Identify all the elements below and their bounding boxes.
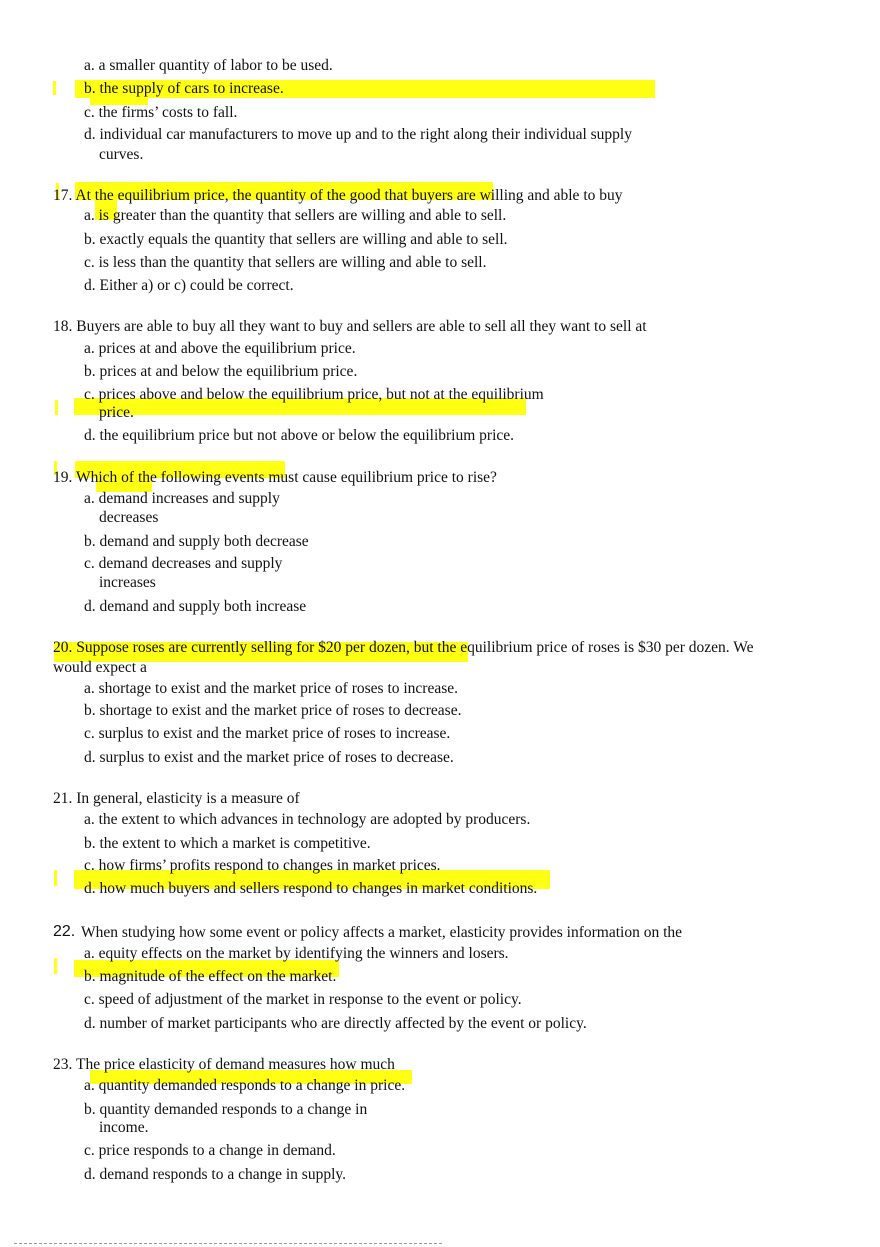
q16-option-d-line1: d. individual car manufacturers to move up and to the right along their individual supply: [84, 126, 632, 143]
margin-mark-q21: [54, 870, 57, 886]
q17-option-c: c. is less than the quantity that sellers are willing and able to sell.: [84, 254, 487, 271]
q19-option-d: d. demand and supply both increase: [84, 598, 307, 615]
q20-option-d: d. surplus to exist and the market price of roses to decrease.: [84, 749, 454, 766]
q16-option-c: c. the firms’ costs to fall.: [84, 104, 238, 121]
q20-option-a: a. shortage to exist and the market price of roses to increase.: [84, 680, 459, 697]
q19-option-a-line2: decreases: [99, 509, 159, 526]
margin-mark-q22: [54, 958, 57, 974]
q19-stem: 19. Which of the following events must cause equilibrium price to rise?: [53, 469, 497, 486]
q17-option-b: b. exactly equals the quantity that sellers are willing and able to sell.: [84, 231, 508, 248]
q21-option-b: b. the extent to which a market is competitive.: [84, 835, 371, 852]
q18-option-a: a. prices at and above the equilibrium price.: [84, 340, 356, 357]
q23-option-a: a. quantity demanded responds to a change in price.: [84, 1077, 406, 1094]
q19-option-b: b. demand and supply both decrease: [84, 533, 309, 550]
q23-option-c: c. price responds to a change in demand.: [84, 1142, 336, 1159]
q22-number: 22.: [53, 923, 76, 940]
q19-option-c-line1: c. demand decreases and supply: [84, 555, 283, 572]
q17-stem: 17. At the equilibrium price, the quantity of the good that buyers are willing and able to buy: [53, 187, 623, 204]
q23-option-b-line2: income.: [99, 1119, 149, 1136]
q20-stem-line2: would expect a: [53, 659, 147, 676]
q21-option-a: a. the extent to which advances in technology are adopted by producers.: [84, 811, 531, 828]
q22-option-b: b. magnitude of the effect on the market.: [84, 968, 337, 985]
q22-option-a: a. equity effects on the market by identifying the winners and losers.: [84, 945, 509, 962]
q18-option-c-line2: price.: [99, 404, 134, 421]
q21-stem: 21. In general, elasticity is a measure of: [53, 790, 300, 807]
q22-stem: When studying how some event or policy affects a market, elasticity provides information on the: [81, 924, 683, 941]
q20-option-c: c. surplus to exist and the market price of roses to increase.: [84, 725, 451, 742]
q16-option-b: b. the supply of cars to increase.: [84, 80, 284, 97]
q19-option-a-line1: a. demand increases and supply: [84, 490, 280, 507]
q18-option-c-line1: c. prices above and below the equilibrium price, but not at the equilibrium: [84, 386, 544, 403]
q22-option-d: d. number of market participants who are directly affected by the event or policy.: [84, 1015, 587, 1032]
q17-option-a: a. is greater than the quantity that sellers are willing and able to sell.: [84, 207, 507, 224]
q21-option-d: d. how much buyers and sellers respond to changes in market conditions.: [84, 880, 538, 897]
q23-option-b-line1: b. quantity demanded responds to a change in: [84, 1101, 368, 1118]
q19-option-c-line2: increases: [99, 574, 156, 591]
q20-stem-line1: 20. Suppose roses are currently selling for $20 per dozen, but the equilibrium price of roses is $30 per dozen. We: [53, 639, 754, 656]
margin-mark-q18: [55, 400, 58, 415]
q18-stem: 18. Buyers are able to buy all they want to buy and sellers are able to sell all they want to sell at: [53, 318, 647, 335]
margin-mark-q16: [53, 81, 56, 95]
q16-option-a: a. a smaller quantity of labor to be used.: [84, 57, 333, 74]
footer-divider: [14, 1243, 442, 1244]
q22-option-c: c. speed of adjustment of the market in response to the event or policy.: [84, 991, 522, 1008]
q23-option-d: d. demand responds to a change in supply.: [84, 1166, 347, 1183]
q18-option-b: b. prices at and below the equilibrium price.: [84, 363, 358, 380]
q18-option-d: d. the equilibrium price but not above or below the equilibrium price.: [84, 427, 515, 444]
q20-option-b: b. shortage to exist and the market price of roses to decrease.: [84, 702, 462, 719]
q21-option-c: c. how firms’ profits respond to changes in market prices.: [84, 857, 441, 874]
q16-option-d-line2: curves.: [99, 146, 144, 163]
q17-option-d: d. Either a) or c) could be correct.: [84, 277, 294, 294]
q23-stem: 23. The price elasticity of demand measures how much: [53, 1056, 395, 1073]
